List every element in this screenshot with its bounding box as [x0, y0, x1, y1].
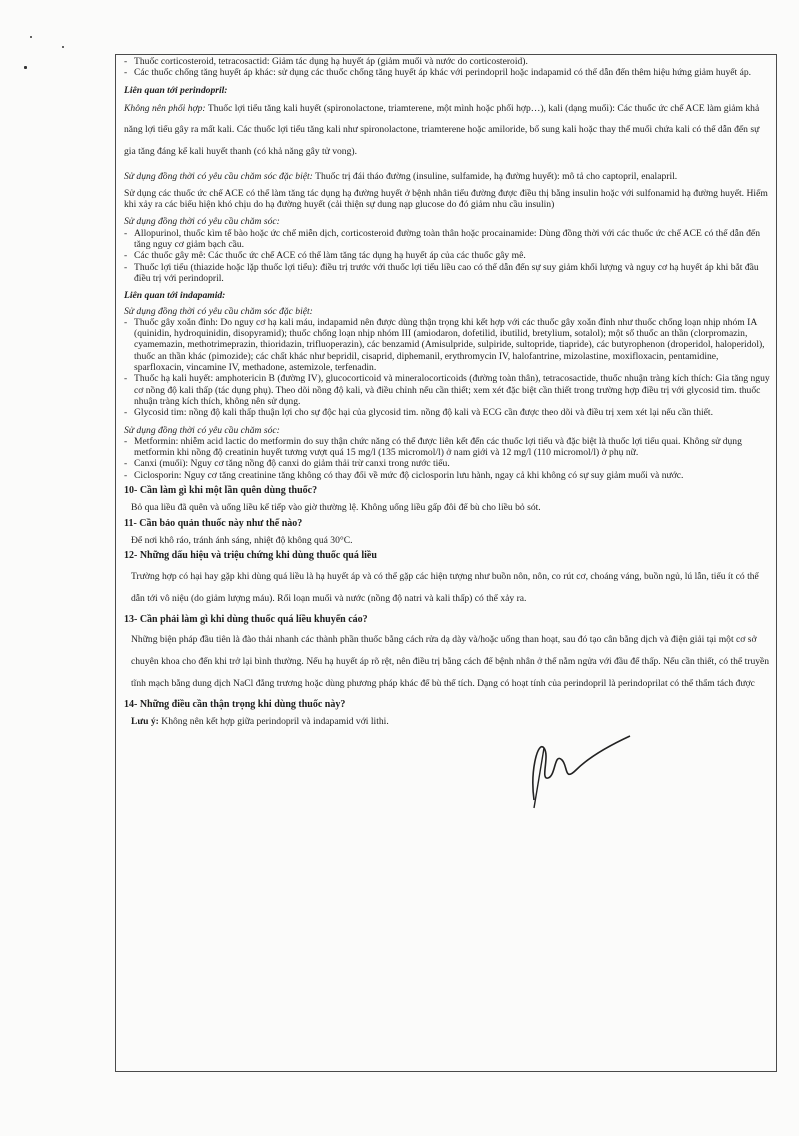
- section-13-text: Những biện pháp đầu tiên là đào thải nhanh các thành phần thuốc bằng cách rửa dạ dày và/hoặc uống than hoạt, sau đó tạo cân bằng dịch và điện giải tại một cơ sở chuyên khoa cho đến khi trở lại bình thường. Nếu hạ huyết áp rõ rệt, nên điều trị bằng cách để bệnh nhân ở thế nằm ngửa với đầu để thấp. Nếu cần thiết, có thể truyền tĩnh mạch bằng dung dịch NaCl đẳng trương hoặc dùng phương pháp khác để bù thể tích. Dạng có hoạt tính của perindopril là perindoprilat có thể thẩm tách được: [131, 633, 770, 689]
- section-14-text: [131, 716, 770, 727]
- perindopril-heading: Liên quan tới perindopril:: [124, 84, 228, 96]
- leaflet-content: [124, 56, 770, 729]
- bullet-metformin: - Metformin: nhiễm acid lactic do metformin do suy thận chức năng có thể được liên kết đến các thuốc lợi tiểu và đặc biệt là thuốc lợi tiểu quai. Không sử dụng metformin khi nồng độ creatinin huyết tương vượt quá 15 mg/l (135 micromol/l) ở nam giới và 12 mg/l (110 micromol/l) ở phụ nữ.: [124, 436, 770, 459]
- indapamid-heading: Liên quan tới indapamid:: [124, 290, 226, 302]
- perindopril-khong-nen: [124, 98, 770, 163]
- section-12-heading: 12- Những dấu hiệu và triệu chứng khi dùng thuốc quá liều: [124, 550, 377, 562]
- bullet-xoan-dinh: - Thuốc gây xoắn đỉnh: Do nguy cơ hạ kali máu, indapamid nên được dùng thận trọng khi kết hợp với các thuốc gây xoắn đỉnh như thuốc chống loạn nhịp nhóm IA (quinidin, hydroquinidin, disopyramid); thuốc chống loạn nhịp nhóm III (amiodaron, dofetilid, ibutilid, bretylium, sotalol); một số thuốc an thần (clorpromazin, cyamemazin, methotrimeprazin, thioridazin, trifluoperazin), các benzamid (Amisulpride, sulpiride, sultopride, tiapride), các butyrophenon (droperidol, haloperidol), thuốc an thần khác (pimozide); các chất khác như bepridil, cisaprid, diphemanil, erythromycin IV, halofantrine, mizolastine, moxifloxacin, pentamidine, sparfloxacin, vincamine IV, methadone, astemizole, terfenadin.: [124, 317, 770, 373]
- bullet-canxi: - Canxi (muối): Nguy cơ tăng nồng độ canxi do giảm thải trừ canxi trong nước tiểu.: [124, 458, 770, 469]
- bullet-glycosid: - Glycosid tim: nồng độ kali thấp thuận lợi cho sự độc hại của glycosid tim. nồng độ kali và ECG cần được theo dõi và điều trị xem xét lại nếu cần thiết.: [124, 407, 770, 418]
- luu-y-text: Không nên kết hợp giữa perindopril và indapamid với lithi.: [158, 716, 389, 728]
- section-13-heading: 13- Cần phải làm gì khi dùng thuốc quá liều khuyến cáo?: [124, 613, 368, 625]
- indapamid-cham-soc-label: Sử dụng đồng thời có yêu cầu chăm sóc:: [124, 424, 280, 436]
- scan-speck: [24, 66, 27, 69]
- khong-nen-text: Thuốc lợi tiểu tăng kali huyết (spironolactone, triamterene, một mình hoặc phối hợp…), kali (dạng muối): Các thuốc ức chế ACE làm giảm khả năng lợi tiểu gây ra mất kali. Các thuốc lợi tiểu tăng kali như spironolactone, triamterene hoặc amiloride, bổ sung kali hoặc thay thế muối chứa kali có thể dẫn đến sự gia tăng đáng kể kali huyết thanh (có khả năng gây tử vong).: [124, 102, 760, 157]
- section-11-heading: 11- Cần bảo quản thuốc này như thế nào?: [124, 517, 303, 529]
- luu-y-label: Lưu ý:: [131, 716, 159, 728]
- bullet-loi-tieu: - Thuốc lợi tiểu (thiazide hoặc lặp thuốc lợi tiểu): điều trị trước với thuốc lợi tiểu liều cao có thể dẫn đến sự suy giảm khối lượng và nguy cơ hạ huyết áp khi bắt đầu điều trị với perindopril.: [124, 262, 770, 285]
- perindopril-cham-soc-label: Sử dụng đồng thời có yêu cầu chăm sóc:: [124, 216, 280, 228]
- bullet-allopurinol: - Allopurinol, thuốc kìm tế bào hoặc ức chế miễn dịch, corticosteroid đường toàn thân hoặc procainamide: Dùng đồng thời với các thuốc ức chế ACE có thể dẫn đến tăng nguy cơ giảm bạch cầu.: [124, 228, 770, 251]
- section-12-text: Trường hợp có hại hay gặp khi dùng quá liều là hạ huyết áp và có thể gặp các hiện tượng như buồn nôn, nôn, co rút cơ, choáng váng, buồn ngủ, lú lẫn, tiểu ít có thể dẫn tới vô niệu (do giảm lượng máu). Rối loạn muối và nước (nồng độ natri và kali thấp) có thể xảy ra.: [131, 570, 759, 604]
- section-10-heading: 10- Cần làm gì khi một lần quên dùng thuốc?: [124, 485, 318, 497]
- bullet-ha-kali: - Thuốc hạ kali huyết: amphotericin B (đường IV), glucocorticoid và mineralocorticoids (đường toàn thân), tetracosactide, thuốc nhuận tràng kích thích: Gia tăng nguy cơ nồng độ kali thấp (tác dụng phụ). Theo dõi nồng độ kali, và điều chỉnh nếu cần thiết; xem xét đặc biệt cần thiết trong trường hợp điều trị với glycosid tim. thuốc nhuận tràng kích thích, không nên sử dụng.: [124, 373, 770, 407]
- bullet-ciclosporin: - Ciclosporin: Nguy cơ tăng creatinine tăng không có thay đổi về mức độ ciclosporin lưu hành, ngay cả khi không có sự suy giảm muối và nước.: [124, 470, 770, 481]
- section-11-text: Để nơi khô ráo, tránh ánh sáng, nhiệt độ không quá 30°C.: [131, 534, 353, 546]
- indapamid-dac-biet-label: Sử dụng đồng thời có yêu cầu chăm sóc đặc biệt:: [124, 305, 313, 317]
- dac-biet-text: Thuốc trị đái tháo đường (insuline, sulfamide, hạ đường huyết): mô tả cho captopril, enalapril.: [312, 171, 678, 183]
- section-10-text: Bỏ qua liều đã quên và uống liều kế tiếp vào giờ thường lệ. Không uống liều gấp đôi để bù cho liều bỏ sót.: [131, 502, 541, 514]
- ace-paragraph: Sử dụng các thuốc ức chế ACE có thể làm tăng tác dụng hạ đường huyết ở bệnh nhân tiểu đường được điều thị bằng insulin hoặc với sulfonamid hạ đường huyết. Hiếm khi xảy ra các biểu hiện khó chịu do hạ đường huyết (cải thiện sự dung nạp glucose do đó giảm nhu cầu insulin): [124, 187, 768, 211]
- dac-biet-label: Sử dụng đồng thời có yêu cầu chăm sóc đặc biệt:: [124, 171, 313, 183]
- bullet-corticosteroid: - Thuốc corticosteroid, tetracosactid: Giảm tác dụng hạ huyết áp (giảm muối và nước do corticosteroid).: [124, 56, 770, 67]
- khong-nen-label: Không nên phối hợp:: [124, 102, 206, 114]
- perindopril-dac-biet: [124, 166, 770, 188]
- scan-speck: [30, 36, 32, 38]
- bullet-antihypertensive: - Các thuốc chống tăng huyết áp khác: sử dụng các thuốc chống tăng huyết áp khác với perindopril hoặc indapamid có thể dẫn đến thêm hiệu hứng giảm huyết áp.: [124, 67, 770, 78]
- scan-speck: [62, 46, 64, 48]
- section-14-heading: 14- Những điều cần thận trọng khi dùng thuốc này?: [124, 698, 346, 710]
- handwritten-signature: [520, 730, 640, 810]
- bullet-gay-me: - Các thuốc gây mê: Các thuốc ức chế ACE có thể làm tăng tác dụng hạ huyết áp của các thuốc gây mê.: [124, 250, 770, 261]
